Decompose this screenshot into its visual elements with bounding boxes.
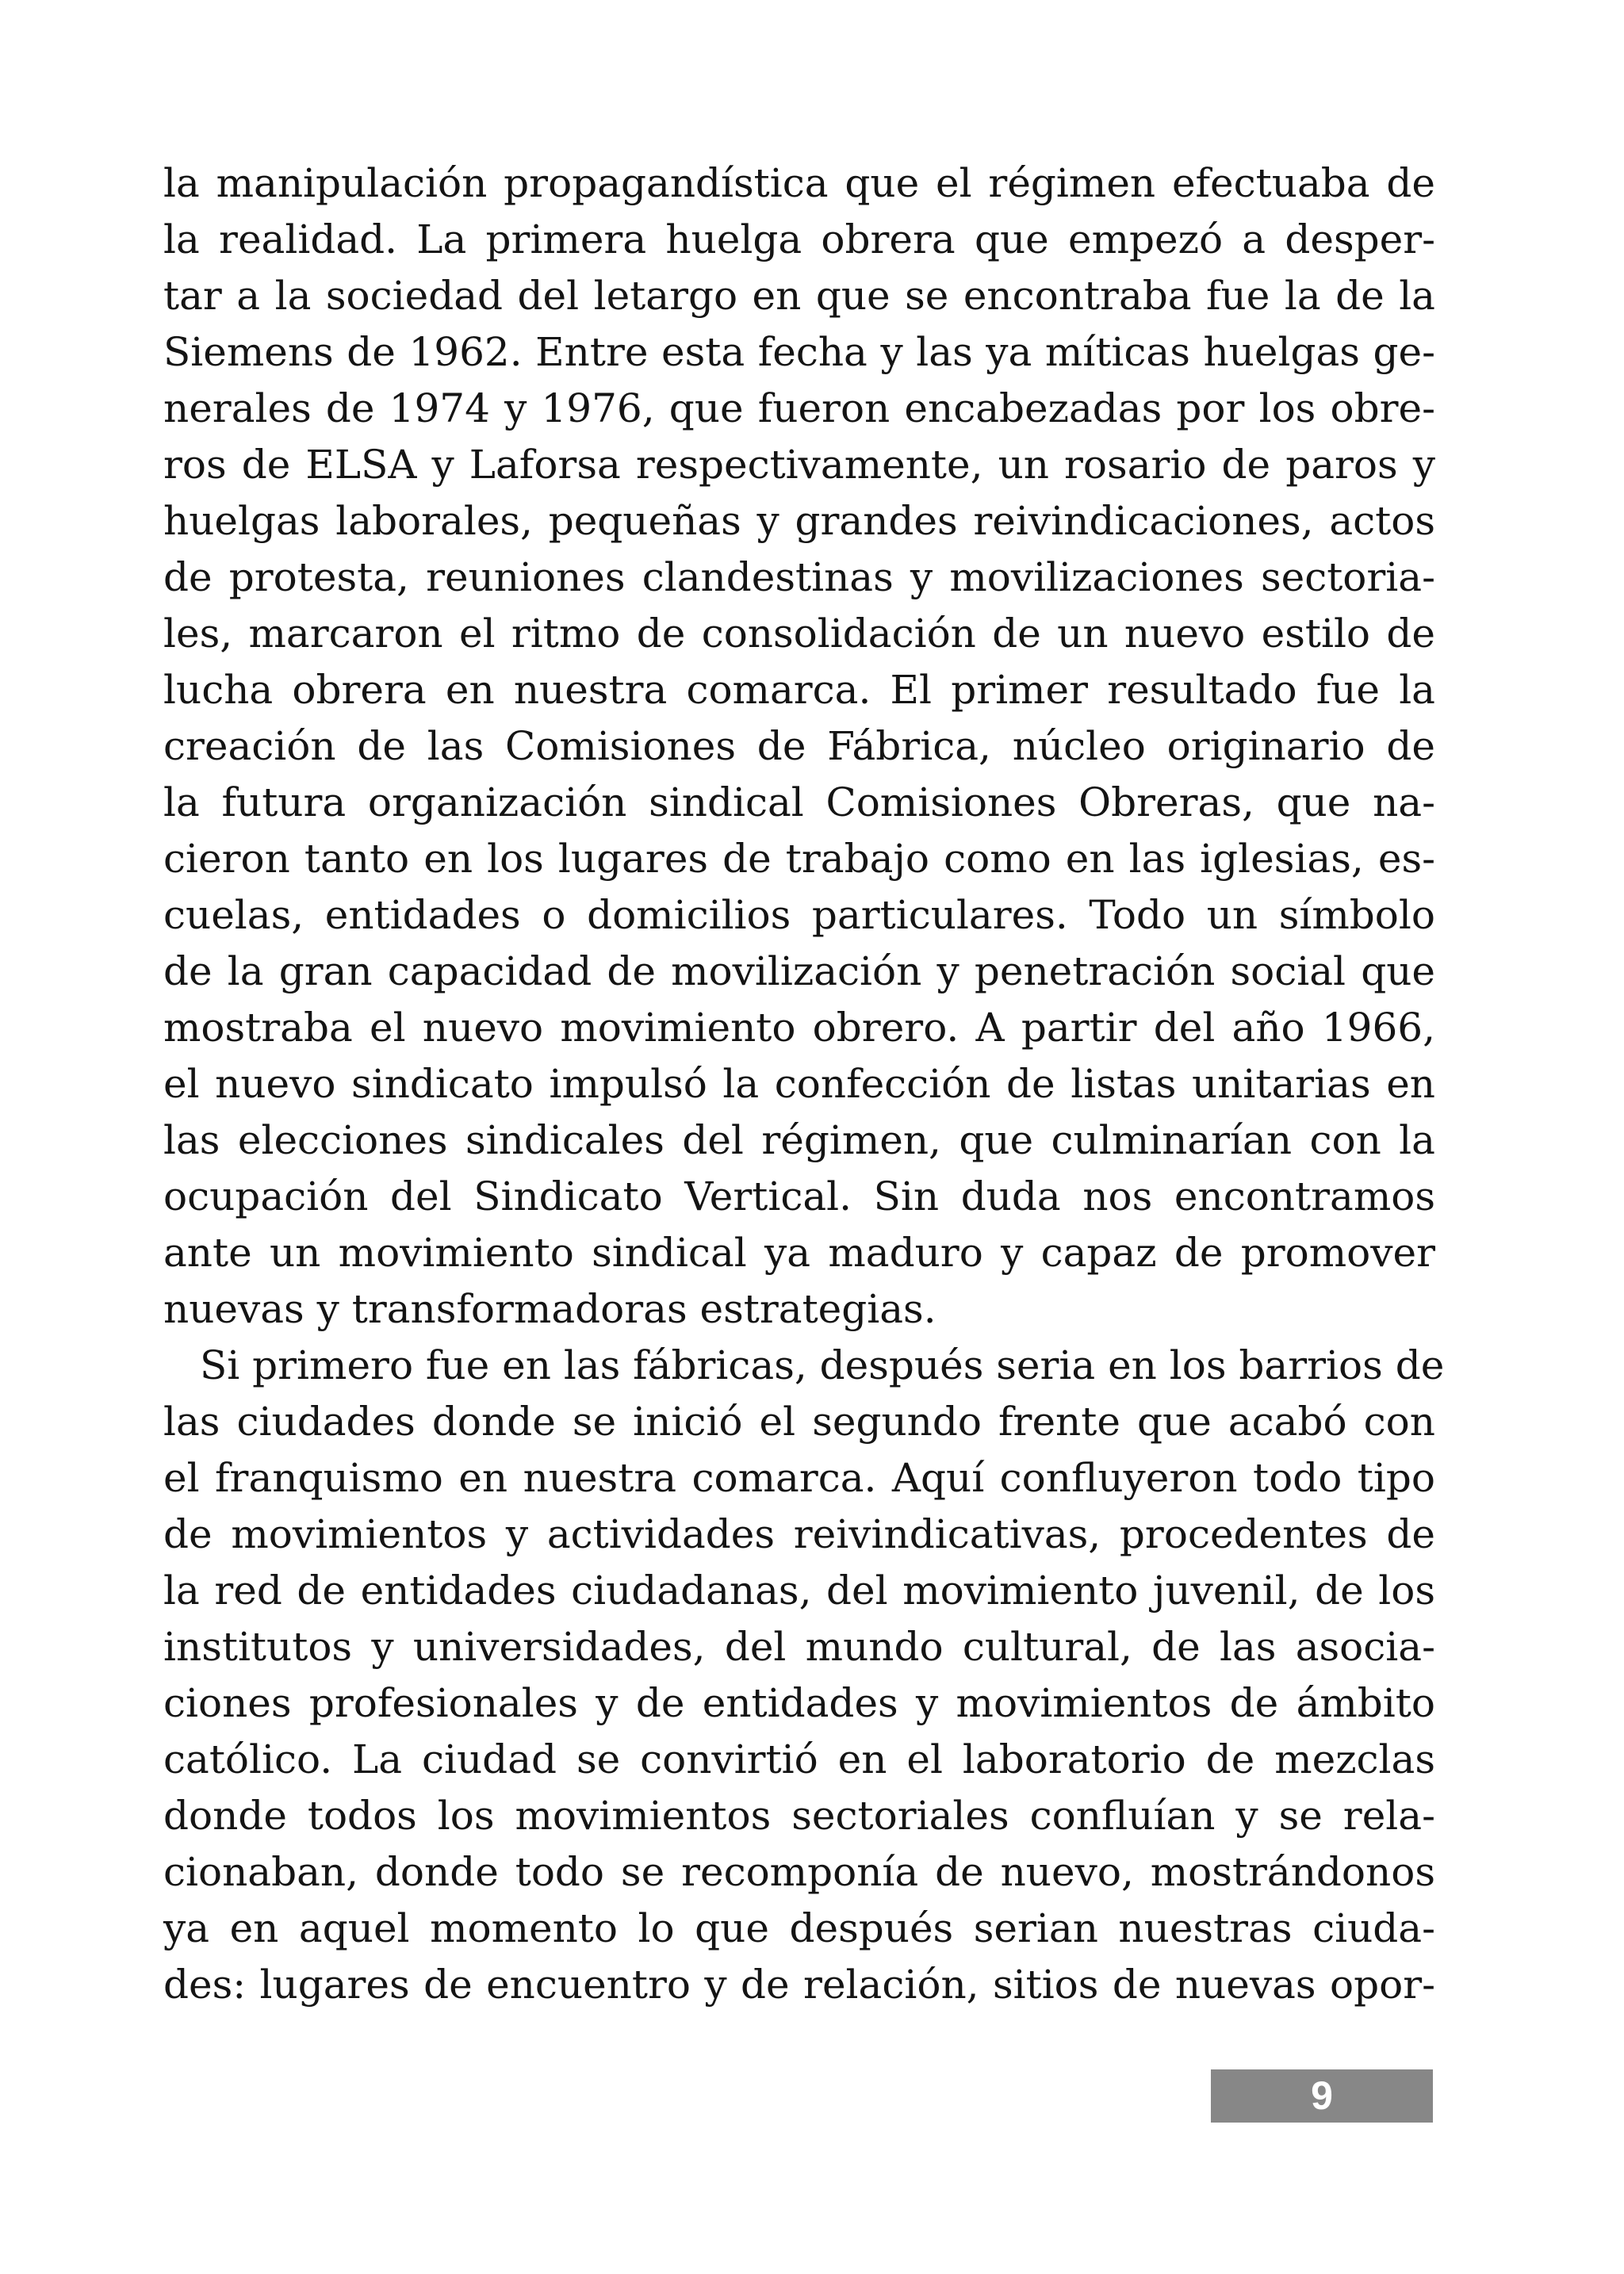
text-line: ros de ELSA y Laforsa respectivamente, un rosario de paros y bbox=[163, 442, 1435, 488]
paragraph-2 bbox=[163, 1338, 1445, 2013]
text-line: ante un movimiento sindical ya maduro y capaz de promover bbox=[163, 1230, 1435, 1276]
body-text bbox=[163, 155, 1445, 2013]
page-number: 9 bbox=[1311, 2073, 1333, 2118]
text-line: la realidad. La primera huelga obrera que empezó a desper- bbox=[163, 216, 1435, 262]
text-line: Siemens de 1962. Entre esta fecha y las ya míticas huelgas ge- bbox=[163, 329, 1435, 375]
text-line: donde todos los movimientos sectoriales confluían y se rela- bbox=[163, 1793, 1435, 1839]
text-line: cieron tanto en los lugares de trabajo como en las iglesias, es- bbox=[163, 836, 1435, 882]
text-line: católico. La ciudad se convirtió en el laboratorio de mezclas bbox=[163, 1736, 1435, 1782]
text-line: el franquismo en nuestra comarca. Aquí confluyeron todo tipo bbox=[163, 1455, 1435, 1501]
text-line: ocupación del Sindicato Vertical. Sin duda nos encontramos bbox=[163, 1173, 1435, 1219]
text-line: creación de las Comisiones de Fábrica, núcleo originario de bbox=[163, 723, 1435, 769]
text-line: ya en aquel momento lo que después serian nuestras ciuda- bbox=[163, 1905, 1435, 1951]
text-line: la futura organización sindical Comisiones Obreras, que na- bbox=[163, 779, 1435, 825]
text-line: ciones profesionales y de entidades y movimientos de ámbito bbox=[163, 1680, 1435, 1726]
text-line: mostraba el nuevo movimiento obrero. A partir del año 1966, bbox=[163, 1005, 1435, 1051]
paragraph-1 bbox=[163, 155, 1435, 1338]
text-line: las ciudades donde se inició el segundo frente que acabó con bbox=[163, 1399, 1435, 1445]
text-line: la red de entidades ciudadanas, del movimiento juvenil, de los bbox=[163, 1568, 1435, 1614]
page-number-box bbox=[1211, 2069, 1433, 2123]
text-line: lucha obrera en nuestra comarca. El primer resultado fue la bbox=[163, 667, 1435, 713]
text-line: de la gran capacidad de movilización y penetración social que bbox=[163, 948, 1435, 994]
text-line: la manipulación propagandística que el régimen efectuaba de bbox=[163, 160, 1435, 206]
text-line: institutos y universidades, del mundo cultural, de las asocia- bbox=[163, 1624, 1435, 1670]
text-line: de movimientos y actividades reivindicativas, procedentes de bbox=[163, 1511, 1435, 1557]
text-line: nerales de 1974 y 1976, que fueron encabezadas por los obre- bbox=[163, 385, 1435, 431]
text-line: Si primero fue en las fábricas, después seria en los barrios de bbox=[200, 1342, 1445, 1388]
text-line: huelgas laborales, pequeñas y grandes reivindicaciones, actos bbox=[163, 498, 1435, 544]
text-line: de protesta, reuniones clandestinas y movilizaciones sectoria- bbox=[163, 554, 1435, 600]
text-line: cuelas, entidades o domicilios particulares. Todo un símbolo bbox=[163, 892, 1435, 938]
text-line: las elecciones sindicales del régimen, que culminarían con la bbox=[163, 1117, 1435, 1163]
text-line: cionaban, donde todo se recomponía de nuevo, mostrándonos bbox=[163, 1849, 1435, 1895]
text-line: tar a la sociedad del letargo en que se encontraba fue la de la bbox=[163, 273, 1435, 319]
text-line: el nuevo sindicato impulsó la confección de listas unitarias en bbox=[163, 1061, 1435, 1107]
text-line: les, marcaron el ritmo de consolidación de un nuevo estilo de bbox=[163, 611, 1435, 657]
text-line: nuevas y transformadoras estrategias. bbox=[163, 1286, 936, 1332]
text-line: des: lugares de encuentro y de relación, sitios de nuevas opor- bbox=[163, 1962, 1435, 2008]
